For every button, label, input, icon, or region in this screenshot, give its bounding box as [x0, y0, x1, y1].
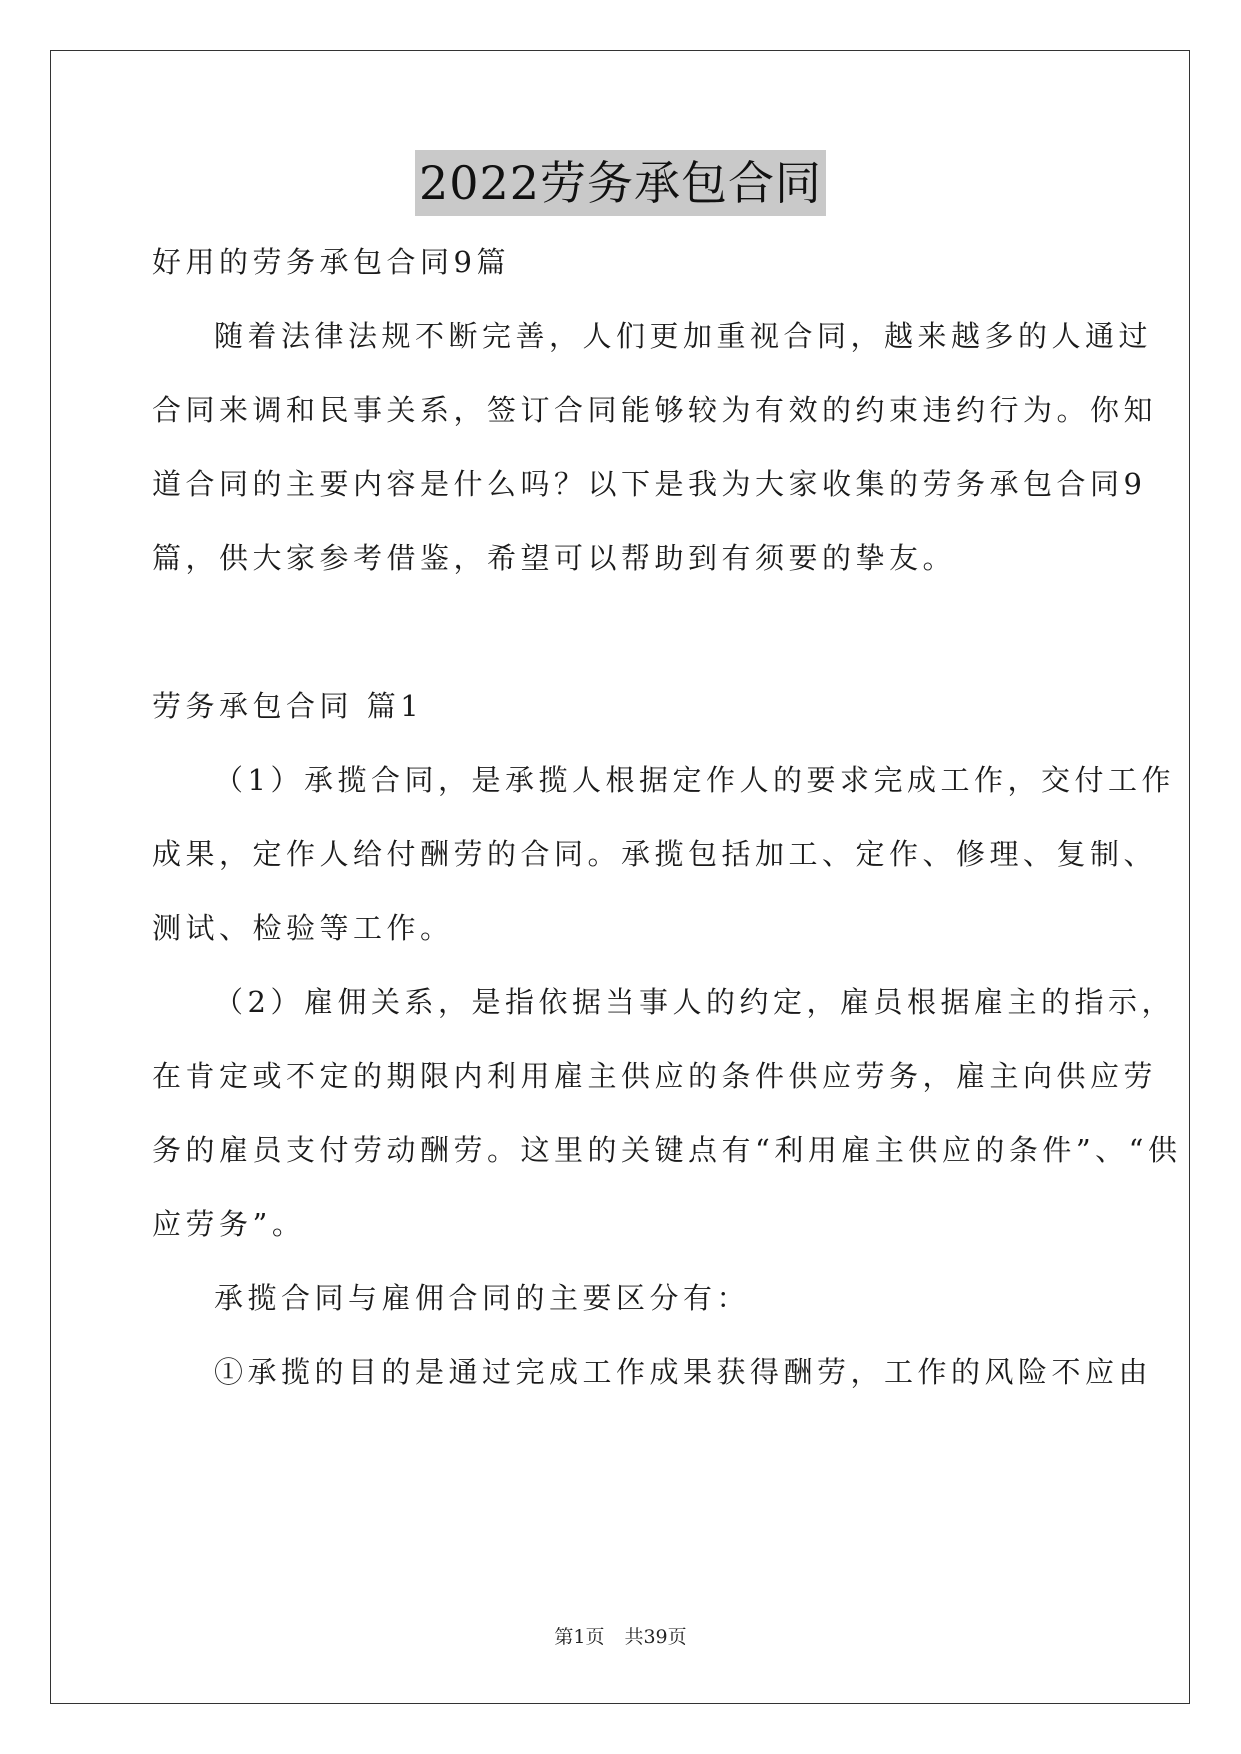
paragraph-line: 成果，定作人给付酬劳的合同。承揽包括加工、定作、修理、复制、 [152, 837, 1158, 871]
paragraph-line: 测试、检验等工作。 [152, 911, 454, 945]
title-container [0, 150, 1241, 216]
page-footer [0, 1622, 1241, 1649]
paragraph-line: 篇，供大家参考借鉴，希望可以帮助到有须要的挚友。 [152, 541, 957, 575]
paragraph-line: （2）雇佣关系，是指依据当事人的约定，雇员根据雇主的指示， [214, 985, 1175, 1019]
paragraph-line: 应劳务”。 [152, 1207, 306, 1241]
paragraph-line: 随着法律法规不断完善，人们更加重视合同，越来越多的人通过 [214, 319, 1153, 353]
paragraph-line: 承揽合同与雇佣合同的主要区分有： [214, 1281, 751, 1315]
paragraph-line: 合同来调和民事关系，签订合同能够较为有效的约束违约行为。你知 [152, 393, 1158, 427]
paragraph-line: 务的雇员支付劳动酬劳。这里的关键点有“利用雇主供应的条件”、“供 [152, 1133, 1182, 1167]
paragraph-line: 在肯定或不定的期限内利用雇主供应的条件供应劳务，雇主向供应劳 [152, 1059, 1158, 1093]
page-total: 共39页 [624, 1626, 687, 1648]
page-border [50, 50, 1190, 1704]
document-title: 2022劳务承包合同 [415, 150, 826, 216]
paragraph-line: ①承揽的目的是通过完成工作成果获得酬劳，工作的风险不应由 [214, 1355, 1153, 1389]
document-subtitle: 好用的劳务承包合同9篇 [152, 245, 510, 279]
paragraph-line: （1）承揽合同，是承揽人根据定作人的要求完成工作，交付工作 [214, 763, 1175, 797]
paragraph-line: 道合同的主要内容是什么吗？以下是我为大家收集的劳务承包合同9 [152, 467, 1147, 501]
section-heading: 劳务承包合同 篇1 [152, 689, 424, 723]
page-number: 第1页 [554, 1626, 605, 1648]
